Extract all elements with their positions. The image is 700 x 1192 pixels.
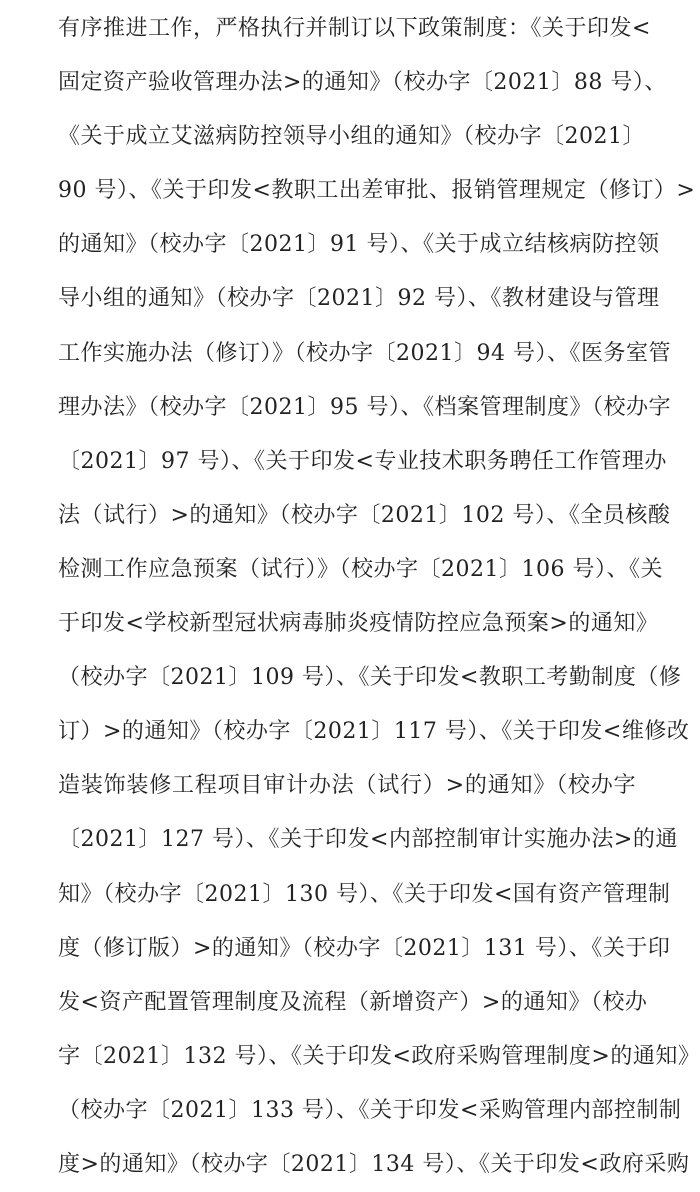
text-line: 法（试行）>的通知》（校办字〔2021〕102 号）、《全员核酸 bbox=[58, 502, 671, 528]
text-line: 有序推进工作，严格执行并制订以下政策制度：《关于印发< bbox=[58, 16, 651, 41]
text-line: 造装饰装修工程项目审计办法（试行）>的通知》（校办字 bbox=[58, 773, 636, 799]
text-line: 检测工作应急预案（试行）》（校办字〔2021〕106 号）、《关 bbox=[58, 556, 663, 582]
text-line: 〔2021〕127 号）、《关于印发<内部控制审计实施办法>的通 bbox=[58, 827, 678, 853]
text-line: 工作实施办法（修订）》（校办字〔2021〕94 号）、《医务室管 bbox=[58, 340, 671, 366]
document-body bbox=[58, 2, 700, 1192]
text-line: 理办法》（校办字〔2021〕95 号）、《档案管理制度》（校办字 bbox=[58, 394, 671, 420]
text-line: 于印发<学校新型冠状病毒肺炎疫情防控应急预案>的通知》 bbox=[58, 611, 659, 637]
text-line: （校办字〔2021〕133 号）、《关于印发<采购管理内部控制制 bbox=[58, 1097, 682, 1123]
text-line: 《关于成立艾滋病防控领导小组的通知》（校办字〔2021〕 bbox=[58, 124, 645, 150]
text-line: 发<资产配置管理制度及流程（新增资产）>的通知》（校办 bbox=[58, 989, 648, 1015]
text-line: 字〔2021〕132 号）、《关于印发<政府采购管理制度>的通知》 bbox=[58, 1043, 700, 1069]
text-line: 订）>的通知》（校办字〔2021〕117 号）、《关于印发<维修改 bbox=[58, 719, 690, 745]
text-line: 知》（校办字〔2021〕130 号）、《关于印发<国有资产管理制 bbox=[58, 881, 671, 907]
text-line: 度>的通知》（校办字〔2021〕134 号）、《关于印发<政府采购 bbox=[58, 1151, 690, 1177]
text-line: 90 号）、《关于印发<教职工出差审批、报销管理规定（修订）> bbox=[58, 178, 696, 204]
text-line: 导小组的通知》（校办字〔2021〕92 号）、《教材建设与管理 bbox=[58, 286, 660, 312]
text-line: 〔2021〕97 号）、《关于印发<专业技术职务聘任工作管理办 bbox=[58, 448, 667, 474]
text-line: 的通知》（校办字〔2021〕91 号）、《关于成立结核病防控领 bbox=[58, 232, 660, 258]
text-line: （校办字〔2021〕109 号）、《关于印发<教职工考勤制度（修 bbox=[58, 665, 682, 691]
text-line: 固定资产验收管理办法>的通知》（校办字〔2021〕88 号）、 bbox=[58, 70, 667, 96]
text-line: 度（修订版）>的通知》（校办字〔2021〕131 号）、《关于印 bbox=[58, 935, 671, 961]
